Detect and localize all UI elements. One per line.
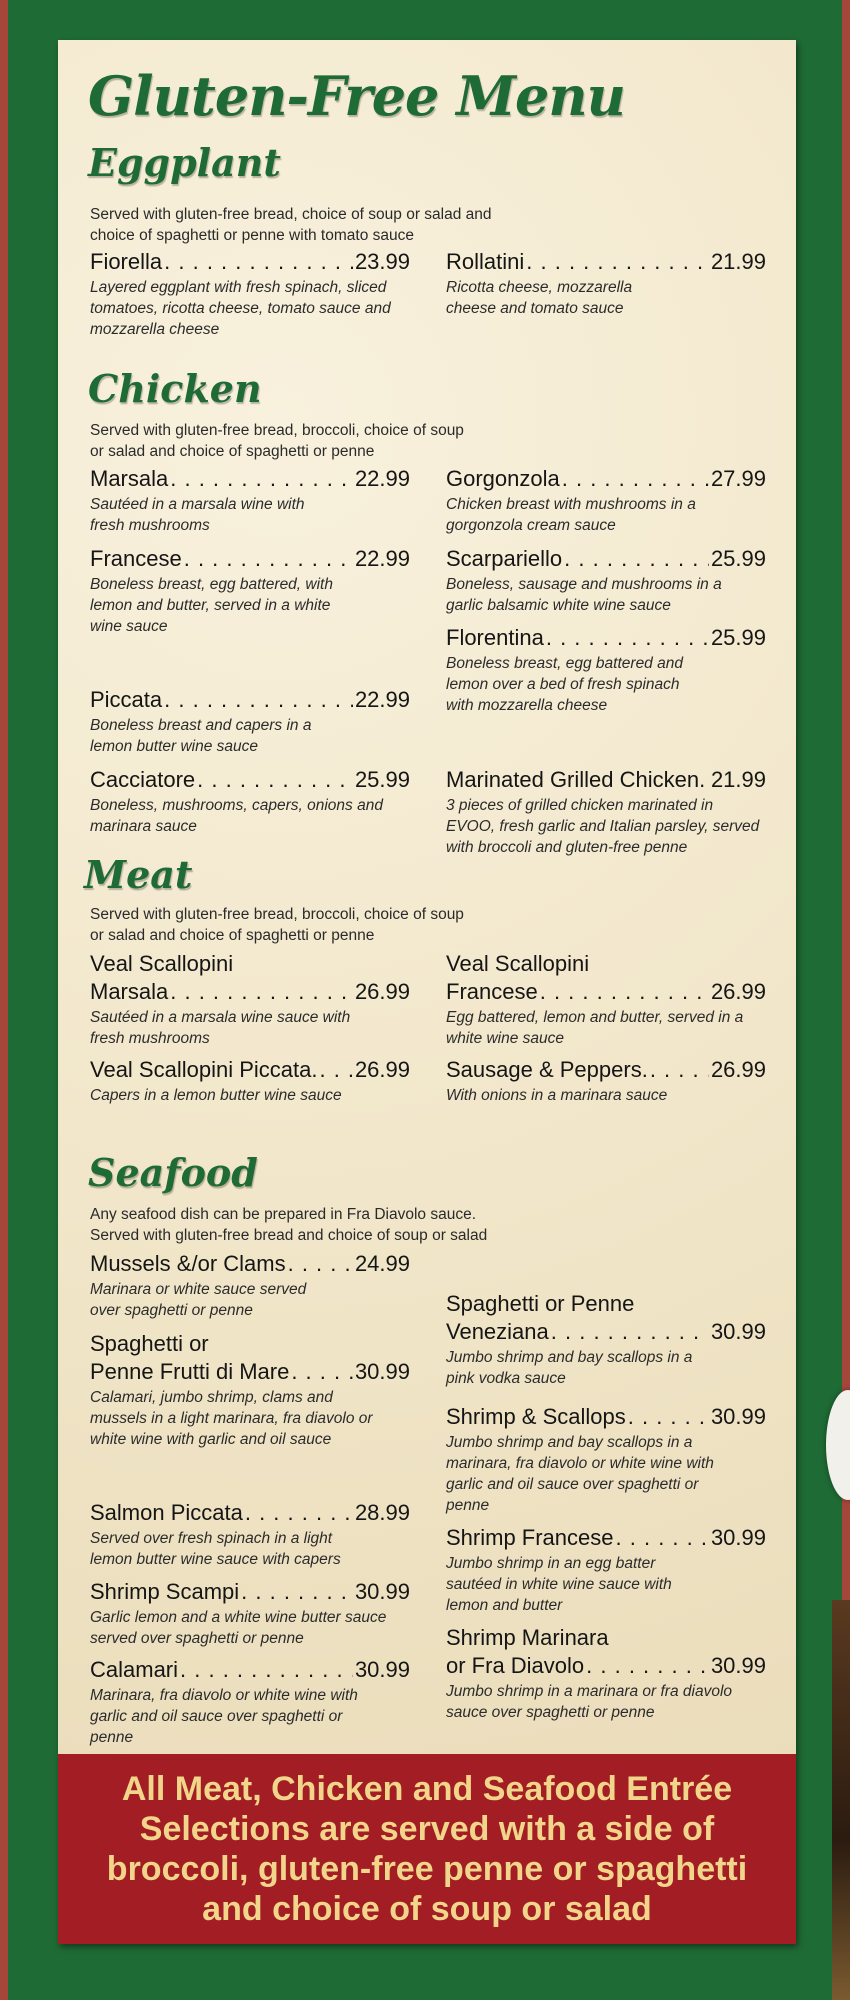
item-desc: Marinara or white sauce served over spaghetti or penne [90,1281,307,1319]
item-desc: Jumbo shrimp and bay scallops in a marinara, fra diavolo or white wine with garlic and oil sauce over spaghetti or penne [446,1434,714,1514]
item-desc: With onions in a marinara sauce [446,1087,668,1104]
menu-item [90,766,410,837]
item-price: 25.99 [354,767,410,792]
item-price: 21.99 [710,249,766,274]
item-name: Veal Scallopini Piccata. [90,1057,318,1082]
menu-item [446,766,766,858]
menu-item [446,1056,766,1106]
item-desc: Chicken breast with mushrooms in a gorgonzola cream sauce [446,496,696,534]
item-name-line1: Veal Scallopini [446,951,590,976]
menu-item [90,248,410,340]
item-name: Scarpariello [446,546,563,571]
item-price: 22.99 [354,466,410,491]
menu-item [446,950,766,1049]
item-name: Veneziana [446,1319,549,1344]
item-name: Marsala [90,979,169,1004]
item-desc: Sautéed in a marsala wine with fresh mushrooms [90,496,305,534]
plate-image-edge [826,1390,850,1500]
item-price: 30.99 [354,1359,410,1384]
item-price: 26.99 [354,1057,410,1082]
item-desc: Boneless, sausage and mushrooms in a garlic balsamic white wine sauce [446,576,722,614]
item-price: 24.99 [354,1251,410,1276]
item-desc: Served over fresh spinach in a light lemon butter wine sauce with capers [90,1530,341,1568]
item-name: or Fra Diavolo [446,1653,585,1678]
item-desc: Boneless, mushrooms, capers, onions and marinara sauce [90,797,383,835]
item-desc: Layered eggplant with fresh spinach, sliced tomatoes, ricotta cheese, tomato sauce and mozzarella cheese [90,279,391,338]
menu-item [446,1403,766,1516]
item-price: 28.99 [354,1500,410,1525]
item-name-line1: Spaghetti or [90,1331,209,1356]
section-heading-chicken: Chicken [88,366,262,411]
item-name: Gorgonzola [446,466,560,491]
item-price: 23.99 [354,249,410,274]
menu-item [90,1250,410,1321]
item-desc: Sautéed in a marsala wine sauce with fresh mushrooms [90,1009,351,1047]
item-price: 27.99 [710,466,766,491]
entree-banner [58,1754,796,1944]
banner-text: All Meat, Chicken and Seafood Entrée Selections are served with a side of broccoli, gluten-free penne or spaghetti and choice of soup or salad [106,1770,748,1928]
menu-item [446,465,766,536]
item-desc: Garlic lemon and a white wine butter sauce served over spaghetti or penne [90,1609,387,1647]
item-desc: Marinara, fra diavolo or white wine with garlic and oil sauce over spaghetti or penne [90,1687,358,1746]
item-name: Penne Frutti di Mare [90,1359,290,1384]
menu-item [446,248,766,319]
item-name: Francese [446,979,538,1004]
item-name-line1: Spaghetti or Penne [446,1291,635,1316]
item-desc: Jumbo shrimp and bay scallops in a pink vodka sauce [446,1349,693,1387]
menu-item [90,686,410,757]
item-price: 25.99 [710,625,766,650]
menu-item [446,624,766,716]
item-price: 26.99 [710,979,766,1004]
menu-item [90,1056,410,1106]
item-name: Rollatini [446,249,525,274]
menu-item [90,545,410,637]
item-name: Mussels &/or Clams [90,1251,286,1276]
item-price: 26.99 [354,979,410,1004]
menu-page [58,40,796,1944]
item-name: Marinated Grilled Chicken. [446,767,706,792]
item-desc: Boneless breast, egg battered and lemon over a bed of fresh spinach with mozzarella cheese [446,655,683,714]
item-price: 30.99 [710,1525,766,1550]
item-name: Florentina [446,625,544,650]
item-desc: Calamari, jumbo shrimp, clams and mussels in a light marinara, fra diavolo or white wine with garlic and oil sauce [90,1389,373,1448]
menu-item [90,1499,410,1570]
item-price: 26.99 [710,1057,766,1082]
item-name-line1: Shrimp Marinara [446,1625,609,1650]
item-price: 30.99 [354,1657,410,1682]
item-name: Fiorella [90,249,163,274]
menu-item [446,545,766,616]
item-name: Sausage & Peppers. [446,1057,648,1082]
item-desc: Egg battered, lemon and butter, served in a white wine sauce [446,1009,744,1047]
item-name: Calamari [90,1657,179,1682]
item-name: Salmon Piccata [90,1500,243,1525]
item-name: Piccata [90,687,163,712]
item-price: 22.99 [354,687,410,712]
item-desc: Boneless breast, egg battered, with lemon and butter, served in a white wine sauce [90,576,333,635]
section-heading-meat: Meat [84,852,193,897]
section-desc-chicken: Served with gluten-free bread, broccoli, choice of soup or salad and choice of spaghetti or penne [90,422,464,460]
item-price: 30.99 [354,1579,410,1604]
item-price: 30.99 [710,1319,766,1344]
item-desc: Capers in a lemon butter wine sauce [90,1087,342,1104]
food-photo-edge [832,1600,850,2000]
menu-item [446,1290,766,1389]
item-desc: Boneless breast and capers in a lemon butter wine sauce [90,717,312,755]
item-price: 22.99 [354,546,410,571]
menu-item [90,465,410,536]
item-price: 30.99 [710,1404,766,1429]
item-price: 30.99 [710,1653,766,1678]
menu-item [446,1624,766,1723]
section-desc-seafood: Any seafood dish can be prepared in Fra Diavolo sauce. Served with gluten-free bread and choice of soup or salad [90,1206,488,1244]
menu-item [90,1330,410,1450]
item-name: Cacciatore [90,767,196,792]
menu-title: Gluten-Free Menu [88,64,625,128]
section-desc-eggplant: Served with gluten-free bread, choice of soup or salad and choice of spaghetti or penne with tomato sauce [90,206,492,244]
section-heading-seafood: Seafood [88,1150,258,1195]
section-desc-meat: Served with gluten-free bread, broccoli, choice of soup or salad and choice of spaghetti or penne [90,906,464,944]
item-desc: Jumbo shrimp in a marinara or fra diavolo sauce over spaghetti or penne [446,1683,733,1721]
item-price: 21.99 [710,767,766,792]
left-border [0,0,8,2000]
item-name: Marsala [90,466,169,491]
menu-item [446,1524,766,1616]
item-name: Shrimp Scampi [90,1579,240,1604]
item-price: 25.99 [710,546,766,571]
item-desc: Jumbo shrimp in an egg batter sautéed in white wine sauce with lemon and butter [446,1555,672,1614]
section-heading-eggplant: Eggplant [88,140,281,185]
menu-item [90,950,410,1049]
item-name: Shrimp Francese [446,1525,614,1550]
menu-item [90,1656,410,1748]
item-name: Francese [90,546,182,571]
item-name: Shrimp & Scallops [446,1404,626,1429]
item-desc: Ricotta cheese, mozzarella cheese and tomato sauce [446,279,633,317]
menu-item [90,1578,410,1649]
item-name-line1: Veal Scallopini [90,951,234,976]
item-desc: 3 pieces of grilled chicken marinated in EVOO, fresh garlic and Italian parsley, served with broccoli and gluten-free penne [446,797,760,856]
